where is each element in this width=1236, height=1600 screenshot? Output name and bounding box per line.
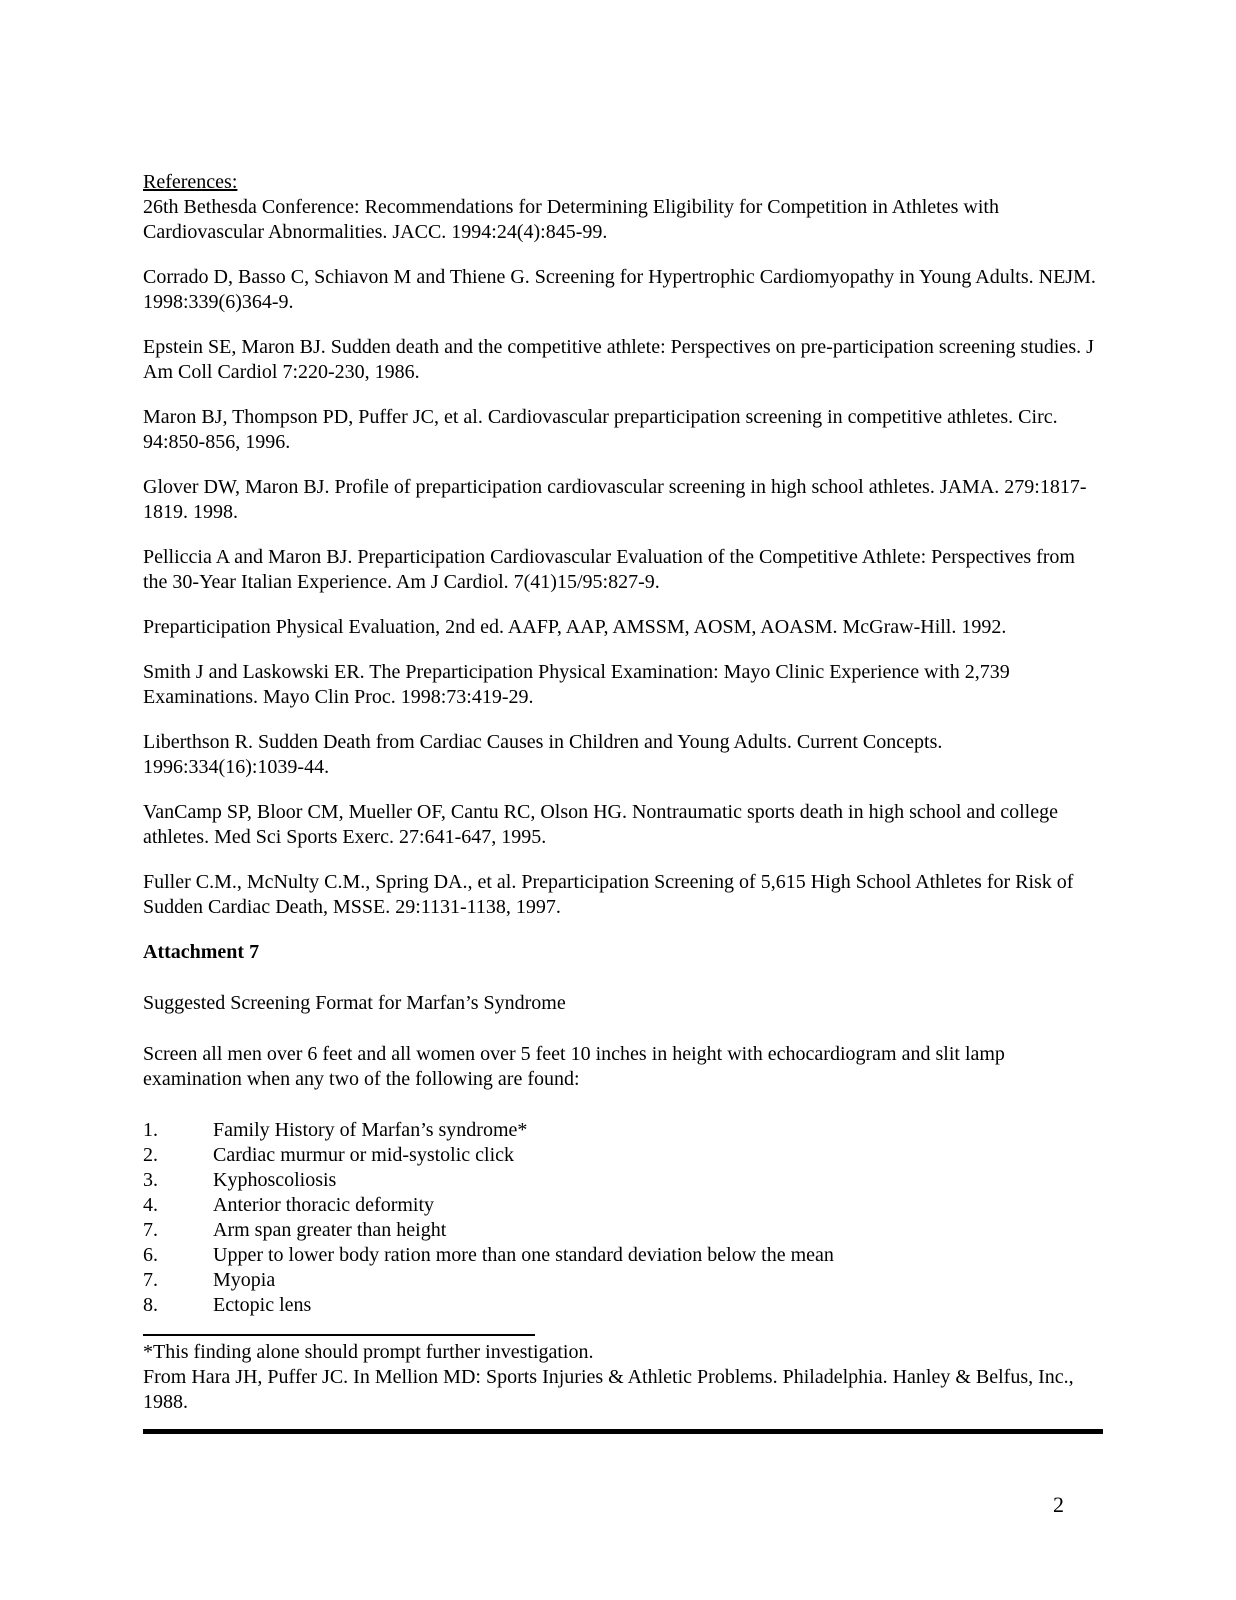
criteria-item: [143, 1168, 1103, 1193]
criteria-number: 7.: [143, 1269, 158, 1291]
criteria-number: 2.: [143, 1144, 158, 1166]
criteria-item: [143, 1268, 1103, 1293]
reference-item: Maron BJ, Thompson PD, Puffer JC, et al. Cardiovascular preparticipation screening in competitive athletes. Circ. 94:850-856, 1996.: [143, 406, 1058, 453]
criteria-number: 1.: [143, 1119, 158, 1141]
criteria-text: Kyphoscoliosis: [213, 1169, 337, 1191]
reference-item: Smith J and Laskowski ER. The Preparticipation Physical Examination: Mayo Clinic Experience with 2,739 Examinations. Mayo Clin Proc. 1998:73:419-29.: [143, 661, 1010, 708]
page-number: 2: [1053, 1492, 1064, 1517]
criteria-text: Upper to lower body ration more than one standard deviation below the mean: [213, 1244, 834, 1266]
criteria-item: [143, 1293, 1103, 1318]
bottom-divider: [143, 1429, 1103, 1434]
criteria-text: Family History of Marfan’s syndrome*: [213, 1119, 528, 1141]
reference-item: Epstein SE, Maron BJ. Sudden death and the competitive athlete: Perspectives on pre-participation screening studies. J Am Coll Cardiol 7:220-230, 1986.: [143, 336, 1094, 383]
reference-item: Preparticipation Physical Evaluation, 2nd ed. AAFP, AAP, AMSSM, AOSM, AOASM. McGraw-Hill. 1992.: [143, 616, 1007, 638]
criteria-list: [143, 1118, 1103, 1318]
reference-item: Corrado D, Basso C, Schiavon M and Thiene G. Screening for Hypertrophic Cardiomyopathy in Young Adults. NEJM. 1998:339(6)364-9.: [143, 266, 1096, 313]
attachment-intro: Screen all men over 6 feet and all women over 5 feet 10 inches in height with echocardiogram and slit lamp examination when any two of the following are found:: [143, 1043, 1005, 1090]
criteria-item: [143, 1143, 1103, 1168]
reference-item: 26th Bethesda Conference: Recommendations for Determining Eligibility for Competition in Athletes with Cardiovascular Abnormalities. JACC. 1994:24(4):845-99.: [143, 196, 999, 243]
footnote-text: *This finding alone should prompt further investigation.: [143, 1341, 594, 1363]
reference-item: Pelliccia A and Maron BJ. Preparticipation Cardiovascular Evaluation of the Competitive Athlete: Perspectives from the 30-Year Italian Experience. Am J Cardiol. 7(41)15/95:827-9.: [143, 546, 1075, 593]
criteria-text: Anterior thoracic deformity: [213, 1194, 435, 1216]
source-citation: From Hara JH, Puffer JC. In Mellion MD: Sports Injuries & Athletic Problems. Philadelphia. Hanley & Belfus, Inc., 1988.: [143, 1366, 1074, 1413]
criteria-text: Arm span greater than height: [213, 1219, 447, 1241]
criteria-number: 4.: [143, 1194, 158, 1216]
criteria-text: Cardiac murmur or mid-systolic click: [213, 1144, 515, 1166]
footnote-divider: [143, 1334, 535, 1336]
criteria-number: 7.: [143, 1219, 158, 1241]
attachment-heading: Attachment 7: [143, 941, 260, 963]
criteria-item: [143, 1218, 1103, 1243]
references-list: [143, 195, 1103, 920]
criteria-number: 3.: [143, 1169, 158, 1191]
criteria-item: [143, 1243, 1103, 1268]
reference-item: Glover DW, Maron BJ. Profile of preparticipation cardiovascular screening in high school athletes. JAMA. 279:1817-1819. 1998.: [143, 476, 1087, 523]
criteria-text: Myopia: [213, 1269, 276, 1291]
attachment-subtitle: Suggested Screening Format for Marfan’s Syndrome: [143, 992, 566, 1014]
criteria-number: 8.: [143, 1294, 158, 1316]
references-heading: References:: [143, 171, 238, 193]
criteria-item: [143, 1118, 1103, 1143]
criteria-item: [143, 1193, 1103, 1218]
reference-item: Liberthson R. Sudden Death from Cardiac Causes in Children and Young Adults. Current Concepts. 1996:334(16):1039-44.: [143, 731, 943, 778]
criteria-number: 6.: [143, 1244, 158, 1266]
reference-item: Fuller C.M., McNulty C.M., Spring DA., et al. Preparticipation Screening of 5,615 High School Athletes for Risk of Sudden Cardiac Death, MSSE. 29:1131-1138, 1997.: [143, 871, 1074, 918]
reference-item: VanCamp SP, Bloor CM, Mueller OF, Cantu RC, Olson HG. Nontraumatic sports death in high school and college athletes. Med Sci Sports Exerc. 27:641-647, 1995.: [143, 801, 1058, 848]
criteria-text: Ectopic lens: [213, 1294, 312, 1316]
